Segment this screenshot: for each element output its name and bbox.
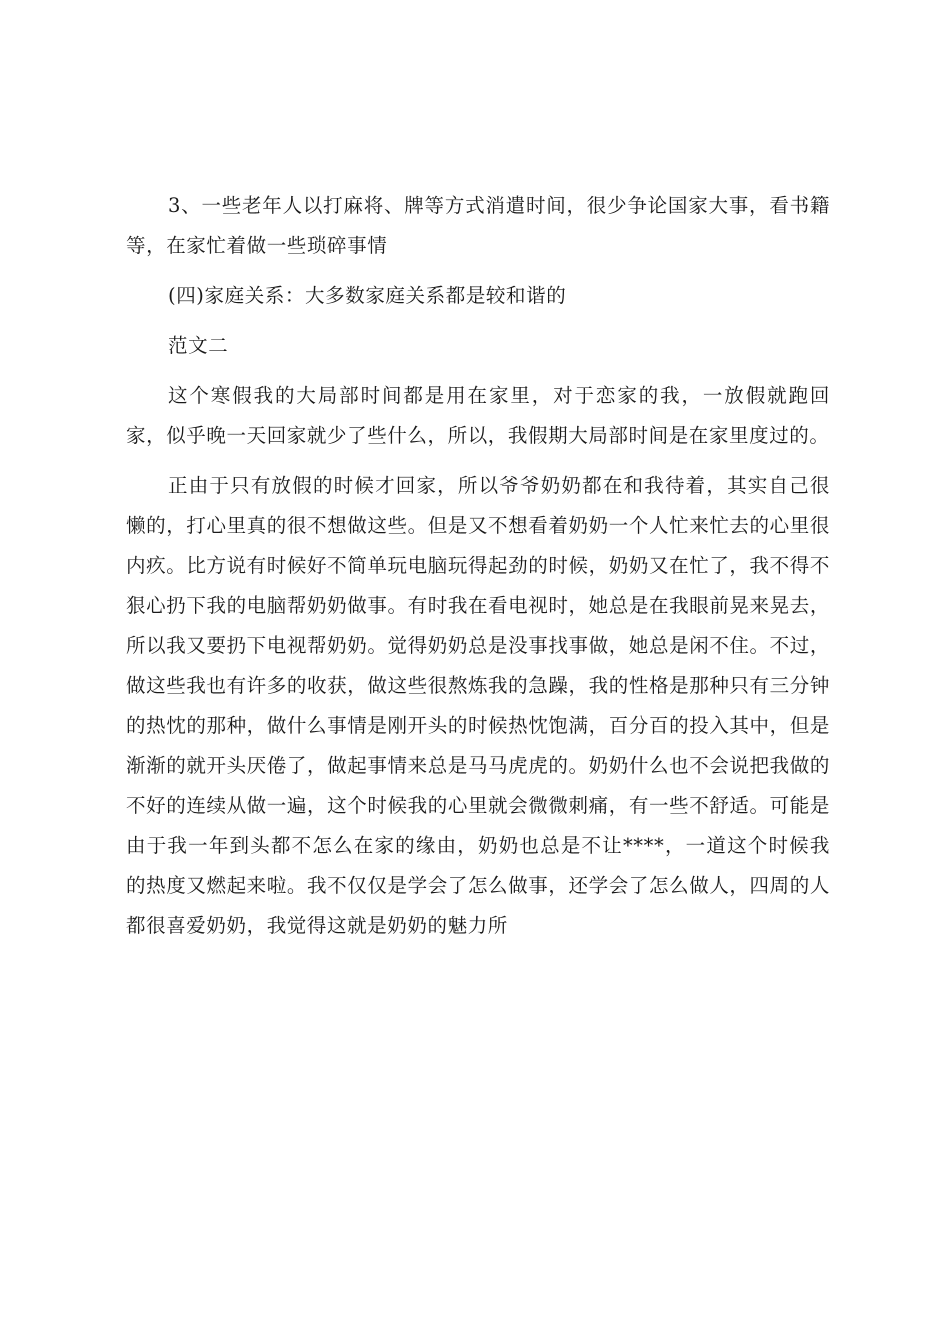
section-heading-sample-two: 范文二 xyxy=(168,334,229,357)
paragraph-winter-break-home: 这个寒假我的大局部时间都是用在家里，对于恋家的我，一放假就跑回家，似乎晚一天回家就少了些什么，所以，我假期大局部时间是在家里度过的。 xyxy=(126,384,830,447)
paragraph-helping-grandma: 正由于只有放假的时候才回家，所以爷爷奶奶都在和我待着，其实自己很懒的，打心里真的很不想做这些。但是又不想看着奶奶一个人忙来忙去的心里很内疚。比方说有时候好不简单玩电脑玩得起劲的时候，奶奶又在忙了，我不得不狠心扔下我的电脑帮奶奶做事。有时我在看电视时，她总是在我眼前晃来晃去，所以我又要扔下电视帮奶奶。觉得奶奶总是没事找事做，她总是闲不住。不过，做这些我也有许多的收获，做这些很熬炼我的急躁，我的性格是那种只有三分钟的热忱的那种，做什么事情是刚开头的时候热忱饱满，百分百的投入其中，但是渐渐的就开头厌倦了，做起事情来总是马马虎虎的。奶奶什么也不会说把我做的不好的连续从做一遍，这个时候我的心里就会微微刺痛，有一些不舒适。可能是由于我一年到头都不怎么在家的缘由，奶奶也总是不让****，一道这个时候我的热度又燃起来啦。我不仅仅是学会了怎么做事，还学会了怎么做人，四周的人都很喜爱奶奶，我觉得这就是奶奶的魅力所 xyxy=(126,474,830,937)
document-body xyxy=(126,186,830,956)
paragraph-elderly-pastimes: 3、一些老年人以打麻将、牌等方式消遣时间，很少争论国家大事，看书籍等，在家忙着做一些琐碎事情 xyxy=(126,194,830,257)
paragraph-family-relations: (四)家庭关系：大多数家庭关系都是较和谐的 xyxy=(168,284,567,307)
